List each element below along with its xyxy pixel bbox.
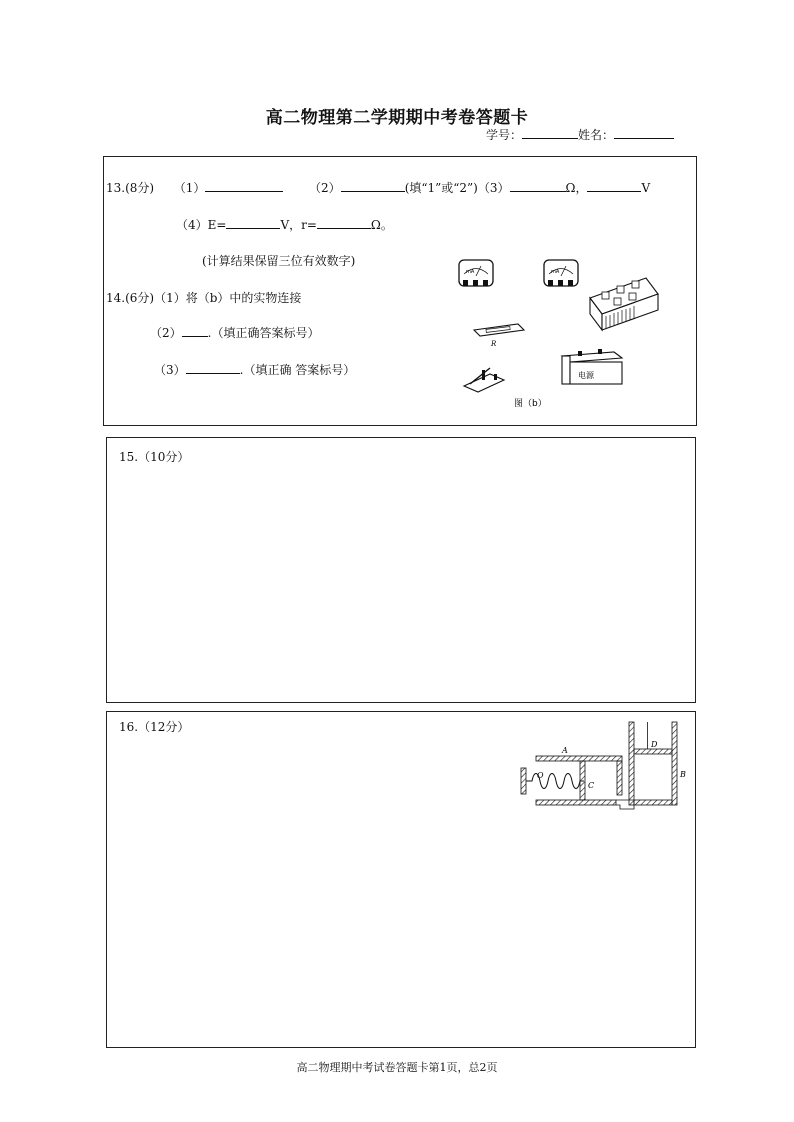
vertical-tube-bottom: [634, 800, 672, 805]
student-name-field[interactable]: [614, 126, 674, 139]
meter1-label: mA: [466, 269, 475, 275]
q13-volt-unit: V: [641, 181, 651, 195]
q13-part3-label: （3）: [477, 181, 510, 195]
q13-ohm-unit: Ω: [565, 181, 576, 195]
q14-number: 14.(6分): [106, 291, 155, 305]
q16-cylinder-diagram: [516, 720, 688, 816]
switch-icon: [464, 368, 504, 392]
left-cylinder-right-wall: [617, 761, 622, 795]
resistance-box-icon: [590, 278, 658, 330]
q13-part2-hint: (填“1”或“2”): [404, 181, 478, 195]
q13-number: 13.(8分): [106, 181, 155, 195]
fixed-wall: [521, 768, 526, 794]
q13-note: (计算结果保留三位有效数字): [202, 254, 356, 268]
q13-emf-answer[interactable]: [226, 216, 280, 229]
label-b: B: [680, 770, 686, 779]
spring-icon: [526, 774, 584, 789]
q14-part3-label: （3）: [154, 363, 186, 377]
rheostat-label: R: [491, 340, 497, 348]
piston-d: [634, 749, 672, 754]
q13-comma: ，: [575, 181, 588, 195]
answer-box-q15[interactable]: [106, 437, 696, 703]
q13-part2-label: （2）: [309, 181, 341, 195]
student-id-field[interactable]: [522, 126, 578, 139]
rheostat-icon: [474, 324, 524, 348]
label-a: A: [562, 746, 568, 755]
vertical-tube-left-wall: [629, 722, 634, 805]
q14-line1: [106, 289, 301, 306]
q13-part1-answer[interactable]: [205, 179, 283, 192]
q15-header: 15.（10分）: [119, 450, 190, 464]
figure-b-caption: 图（b）: [514, 399, 547, 409]
q16-header: 16.（12分）: [119, 720, 190, 734]
q13-part1-label: （1）: [173, 181, 206, 195]
power-supply-icon: [562, 349, 622, 384]
q13-part3-ohm-answer[interactable]: [510, 179, 566, 192]
q14-part2-label: （2）: [150, 326, 182, 340]
q14-part2-answer[interactable]: [182, 324, 208, 337]
q13-part3-volt-answer[interactable]: [587, 179, 641, 192]
q14-part2-hint: .（填正确答案标号）: [207, 326, 320, 340]
milliammeter-2-icon: [544, 260, 578, 286]
vertical-tube-right-wall: [672, 722, 677, 805]
q14-part1-text: （1）将（b）中的实物连接: [154, 291, 302, 305]
label-c: C: [588, 781, 595, 790]
q14-part3-hint: .（填正确 答案标号）: [239, 363, 356, 377]
q13-part2-answer[interactable]: [341, 179, 405, 192]
left-cylinder-bottom-wall: [536, 800, 616, 805]
q13-part4-mid: V，r=: [280, 218, 317, 232]
q13-line1: [106, 179, 650, 196]
student-id-label: 学号：: [486, 128, 523, 142]
q14-line3: [154, 361, 355, 378]
milliammeter-1-icon: [459, 260, 493, 286]
label-o: O: [537, 771, 544, 780]
page-title: 高二物理第二学期期中考卷答题卡: [265, 108, 529, 128]
power-supply-label: 电源: [578, 371, 594, 380]
q14-part3-answer[interactable]: [186, 361, 240, 374]
q13-resistance-answer[interactable]: [317, 216, 371, 229]
q14-line2: [150, 324, 319, 341]
page-footer: 高二物理期中考试卷答题卡第1页，总2页: [296, 1061, 498, 1074]
meter2-label: mA: [551, 269, 560, 275]
student-info-line: [486, 126, 674, 143]
q13-line2: [176, 216, 393, 233]
q13-part4-label: （4）E=: [176, 218, 227, 232]
label-d: D: [651, 740, 658, 749]
q14-apparatus-figure: [450, 250, 665, 415]
student-name-label: 姓名：: [578, 128, 615, 142]
q13-part4-end: Ω。: [370, 218, 393, 232]
left-cylinder-top-wall: [536, 756, 622, 761]
